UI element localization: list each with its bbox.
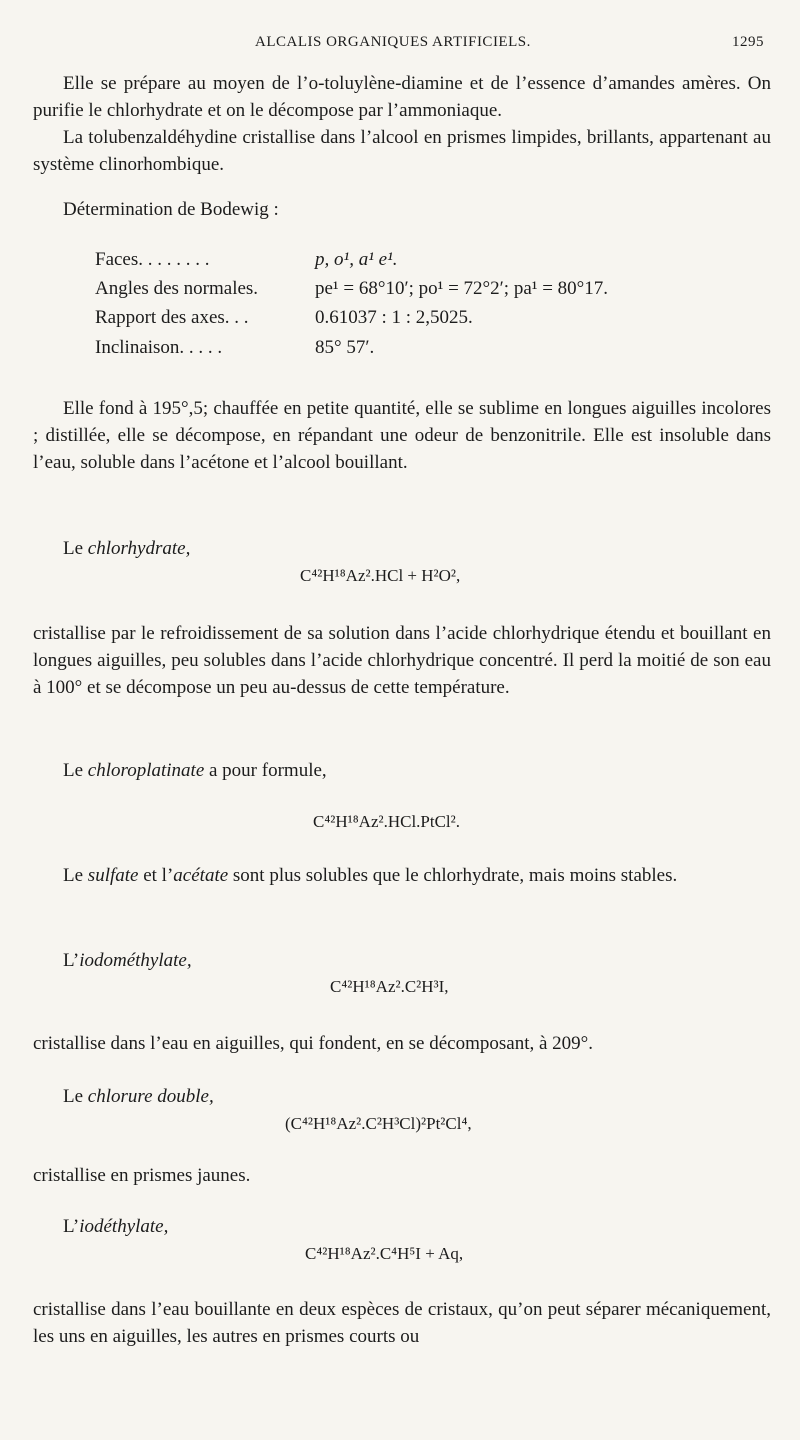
paragraph-crystallisation: La tolubenzaldéhydine cristallise dans l’alcool en prismes limpides, brillants, appartenant au système clinorhombique.: [33, 127, 771, 175]
paragraph-chlorure-double: cristallise en prismes jaunes.: [33, 1165, 251, 1186]
table-label-angles: Angles des normales.: [95, 278, 259, 299]
formula-iodomethylate: C⁴²H¹⁸Az².C²H³I,: [330, 977, 449, 996]
paragraph-iodethylate: cristallise dans l’eau bouillante en deux espèces de cristaux, qu’on peut séparer mécaniquement, les uns en aiguilles, les autres en prismes courts ou: [33, 1299, 771, 1347]
compound-iodomethylate-heading: L’iodométhylate,: [63, 950, 192, 971]
compound-iodethylate-heading: L’iodéthylate,: [63, 1216, 169, 1237]
paragraph-bodewig: Détermination de Bodewig :: [63, 199, 279, 220]
compound-chlorhydrate-heading: Le chlorhydrate,: [63, 538, 191, 559]
table-value-faces: p, o¹, a¹ e¹.: [315, 249, 398, 270]
paragraph-properties: Elle fond à 195°,5; chauffée en petite quantité, elle se sublime en longues aiguilles incolores ; distillée, elle se décompose, en répandant une odeur de benzonitrile. Elle est insoluble dans l’eau, soluble dans l’acétone et l’alcool bouillant.: [33, 398, 771, 473]
formula-iodethylate: C⁴²H¹⁸Az².C⁴H⁵I + Aq,: [305, 1244, 464, 1263]
table-label-faces: Faces. . . . . . . .: [95, 249, 210, 270]
running-header: [0, 34, 800, 58]
paragraph-iodomethylate: cristallise dans l’eau en aiguilles, qui fondent, en se décomposant, à 209°.: [33, 1033, 594, 1054]
formula-chloroplatinate: C⁴²H¹⁸Az².HCl.PtCl².: [313, 812, 461, 831]
table-value-inclinaison: 85° 57′.: [315, 337, 375, 358]
paragraph-sulfate-acetate: Le sulfate et l’acétate sont plus solubles que le chlorhydrate, mais moins stables.: [63, 865, 678, 886]
table-value-axes: 0.61037 : 1 : 2,5025.: [315, 307, 473, 328]
table-label-axes: Rapport des axes. . .: [95, 307, 249, 328]
table-label-inclinaison: Inclinaison. . . . .: [95, 337, 223, 358]
page-number: 1295: [732, 34, 764, 50]
paragraph-preparation: Elle se prépare au moyen de l’o-toluylène-diamine et de l’essence d’amandes amères. On purifie le chlorhydrate et on le décompose par l’ammoniaque.: [33, 73, 771, 121]
compound-chloroplatinate-heading: Le chloroplatinate a pour formule,: [63, 760, 327, 781]
compound-chlorure-double-heading: Le chlorure double,: [63, 1086, 214, 1107]
paragraph-chlorhydrate: cristallise par le refroidissement de sa solution dans l’acide chlorhydrique étendu et bouillant en longues aiguilles, peu solubles dans l’acide chlorhydrique concentré. Il perd la moitié de son eau à 100° et se décompose un peu au-dessus de cette température.: [33, 623, 771, 698]
formula-chlorure-double: (C⁴²H¹⁸Az².C²H³Cl)²Pt²Cl⁴,: [285, 1114, 472, 1133]
running-title: ALCALIS ORGANIQUES ARTIFICIELS.: [255, 34, 531, 50]
formula-chlorhydrate: C⁴²H¹⁸Az².HCl + H²O²,: [300, 566, 461, 585]
table-value-angles: pe¹ = 68°10′; po¹ = 72°2′; pa¹ = 80°17.: [315, 278, 609, 299]
